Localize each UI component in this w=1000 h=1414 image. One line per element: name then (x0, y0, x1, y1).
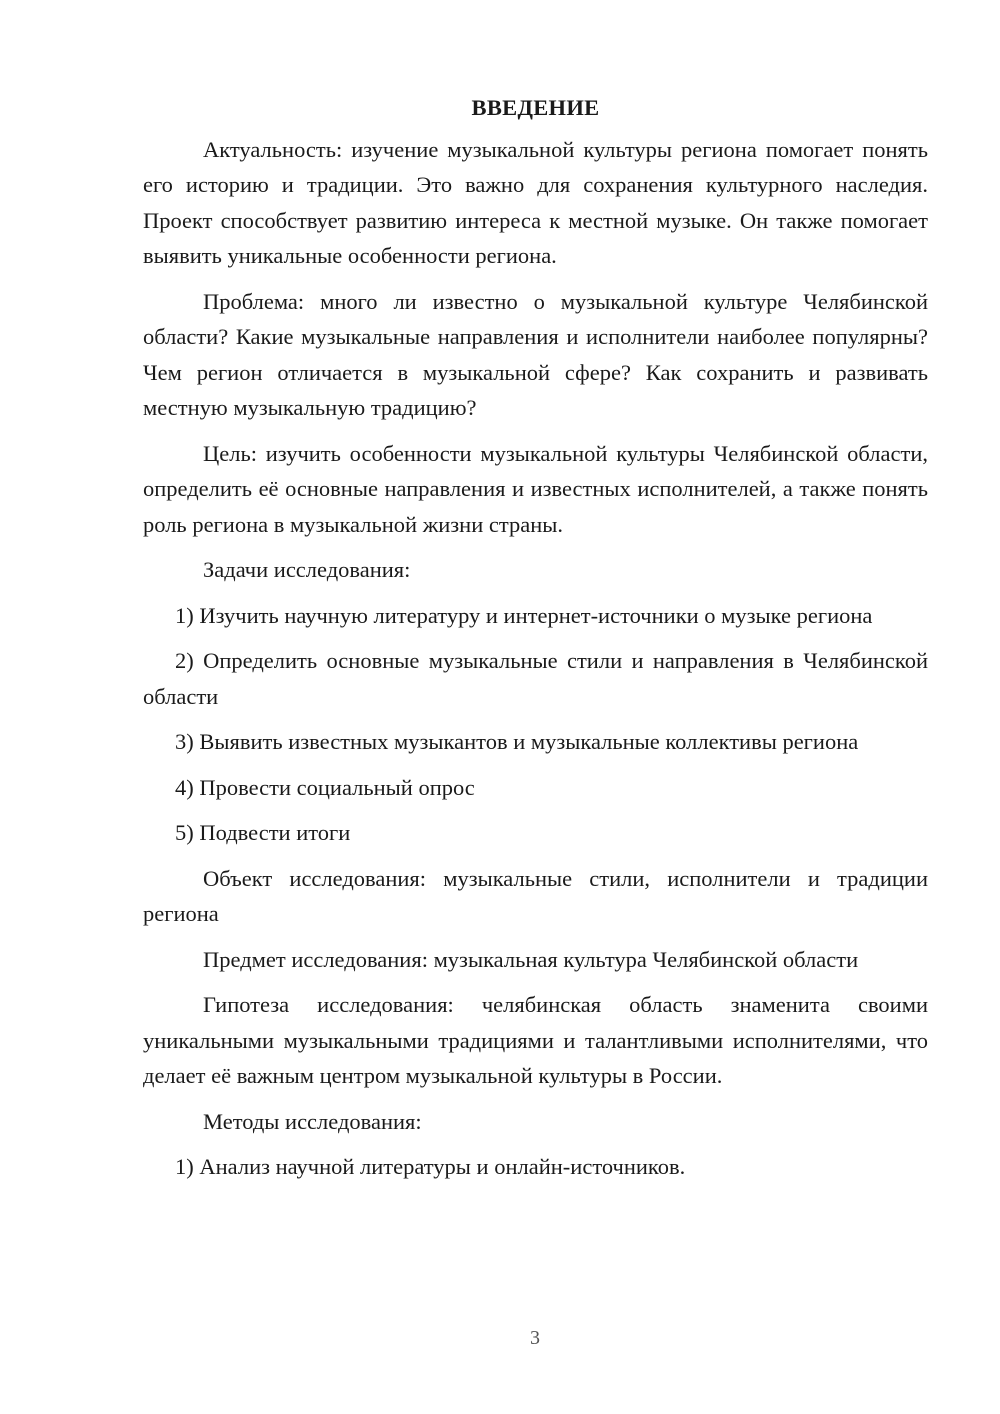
task-item: 4) Провести социальный опрос (175, 774, 475, 800)
task-item: 1) Изучить научную литературу и интернет-источники о музыке региона (175, 602, 873, 628)
section-title: ВВЕДЕНИЕ (471, 95, 600, 120)
task-item: 3) Выявить известных музыкантов и музыкальные коллективы региона (175, 729, 859, 754)
tasks-heading: Задачи исследования: (203, 557, 411, 582)
methods-heading: Методы исследования: (203, 1108, 422, 1134)
page-number: 3 (530, 1327, 540, 1349)
subject-paragraph: Предмет исследования: музыкальная культура Челябинской области (203, 946, 859, 972)
goal-paragraph: Цель: изучить особенности музыкальной культуры Челябинской области, определить её основные направления и известных исполнителей, а также понять роль региона в музыкальной жизни страны. (143, 440, 928, 537)
task-item: 5) Подвести итоги (175, 820, 351, 845)
relevance-paragraph: Актуальность: изучение музыкальной культуры региона помогает понять его историю и традиции. Это важно для сохранения культурного наследия. Проект способствует развитию интереса к местной музыке. Он также помогает выявить уникальные особенности региона. (143, 136, 928, 268)
method-item: 1) Анализ научной литературы и онлайн-источников. (175, 1154, 686, 1179)
task-item: 2) Определить основные музыкальные стили и направления в Челябинской области (143, 648, 928, 709)
object-paragraph: Объект исследования: музыкальные стили, исполнители и традиции региона (143, 865, 928, 926)
hypothesis-paragraph: Гипотеза исследования: челябинская область знаменита своими уникальными музыкальными традициями и талантливыми исполнителями, что делает её важным центром музыкальной культуры в России. (143, 992, 928, 1088)
document-page (143, 90, 928, 1195)
problem-paragraph: Проблема: много ли известно о музыкальной культуре Челябинской области? Какие музыкальные направления и исполнители наиболее популярны? Чем регион отличается в музыкальной сфере? Как сохранить и развивать местную музыкальную традицию? (143, 288, 928, 420)
